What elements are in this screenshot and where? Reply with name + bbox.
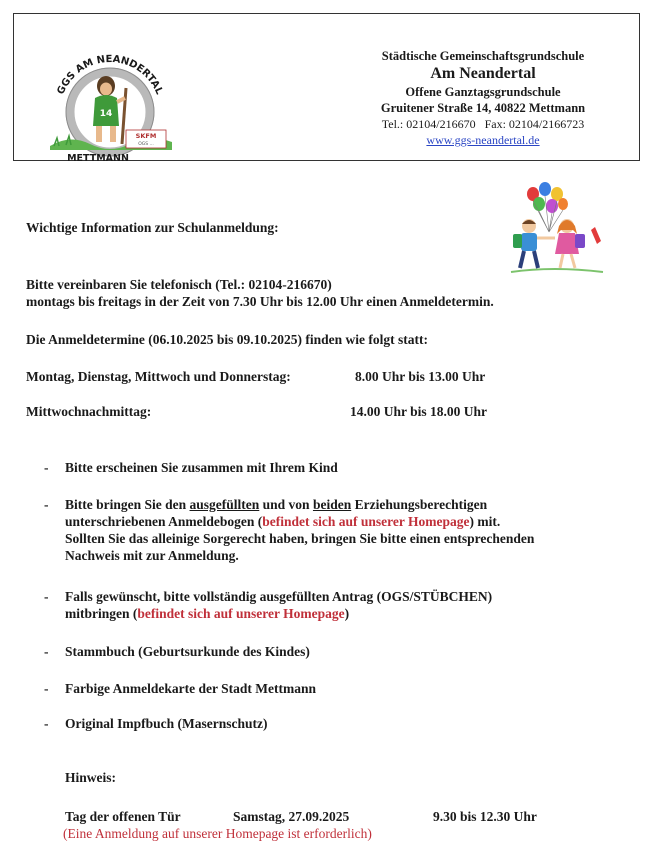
bullet-marker: - <box>44 460 49 475</box>
list-item-2: Bitte bringen Sie den ausgefüllten und von beiden Erziehungsberechtigen unterschriebenen Anmeldebogen (befindet sich auf unserer Homepage) mit. Sollten Sie das alleinige Sorgerecht haben, bringen Sie bitte einen entsprechenden Nachweis mit zur Anmeldung. <box>65 497 535 563</box>
list-item-5: Farbige Anmeldekarte der Stadt Mettmann <box>65 681 316 696</box>
list-item-3: Falls gewünscht, bitte vollständig ausgefüllten Antrag (OGS/STÜBCHEN) mitbringen (befindet sich auf unserer Homepage) <box>65 589 493 621</box>
underlined-word: ausgefüllten <box>189 497 260 512</box>
list-item-4: Stammbuch (Geburtsurkunde des Kindes) <box>65 644 310 659</box>
open-day-time: 9.30 bis 12.30 Uhr <box>433 809 537 824</box>
bullet-marker: - <box>44 497 49 512</box>
logo-ring-text: GGS AM NEANDERTAL <box>55 53 165 97</box>
logo-bottom-text: METTMANN <box>67 153 129 164</box>
school-name: Am Neandertal <box>430 65 536 82</box>
open-day-label: Tag der offenen Tür <box>65 809 181 824</box>
bullet-marker: - <box>44 716 49 731</box>
school-address-block <box>340 48 626 148</box>
phone-number: Tel.: 02104/216670 <box>381 117 476 131</box>
schedule-time-1: 8.00 Uhr bis 13.00 Uhr <box>355 369 486 384</box>
website-link[interactable]: www.ggs-neandertal.de <box>426 133 540 147</box>
intro-line-1: Bitte vereinbaren Sie telefonisch (Tel.: 02104-216670) <box>26 277 332 292</box>
page-heading: Wichtige Information zur Schulanmeldung: <box>26 220 279 235</box>
note-label: Hinweis: <box>65 770 117 785</box>
school-type: Städtische Gemeinschaftsgrundschule <box>381 49 585 63</box>
bullet-marker: - <box>44 681 49 696</box>
fax-number: Fax: 02104/2166723 <box>484 117 585 131</box>
list-item-1: Bitte erscheinen Sie zusammen mit Ihrem Kind <box>65 460 338 475</box>
open-day-date: Samstag, 27.09.2025 <box>233 809 350 824</box>
bullet-marker: - <box>44 589 49 604</box>
schedule-days-2: Mittwochnachmittag: <box>26 404 152 419</box>
logo-badge-sub: OGS ... <box>138 142 154 147</box>
list-item-6: Original Impfbuch (Masernschutz) <box>65 716 268 731</box>
schedule-time-2: 14.00 Uhr bis 18.00 Uhr <box>350 404 488 419</box>
school-address: Gruitener Straße 14, 40822 Mettmann <box>380 101 586 115</box>
underlined-word: beiden <box>312 497 352 512</box>
schedule-days-1: Montag, Dienstag, Mittwoch und Donnerstag: <box>26 369 291 384</box>
logo-badge-text: SKFM <box>135 132 157 140</box>
children-balloons-illustration <box>503 180 609 276</box>
open-day-registration-note: (Eine Anmeldung auf unserer Homepage ist erforderlich) <box>63 826 372 841</box>
homepage-hint: befindet sich auf unserer Homepage <box>137 606 345 621</box>
letterhead <box>13 13 640 164</box>
school-subtitle: Offene Ganztagsgrundschule <box>405 85 561 99</box>
logo-figure-number: 14 <box>99 109 113 119</box>
intro-line-2: montags bis freitags in der Zeit von 7.30 Uhr bis 12.00 Uhr einen Anmeldetermin. <box>26 294 494 309</box>
school-logo <box>40 46 182 164</box>
bullet-marker: - <box>44 644 49 659</box>
dates-line: Die Anmeldetermine (06.10.2025 bis 09.10.2025) finden wie folgt statt: <box>26 332 428 347</box>
contact-line <box>340 116 626 132</box>
homepage-hint: befindet sich auf unserer Homepage <box>262 514 470 529</box>
